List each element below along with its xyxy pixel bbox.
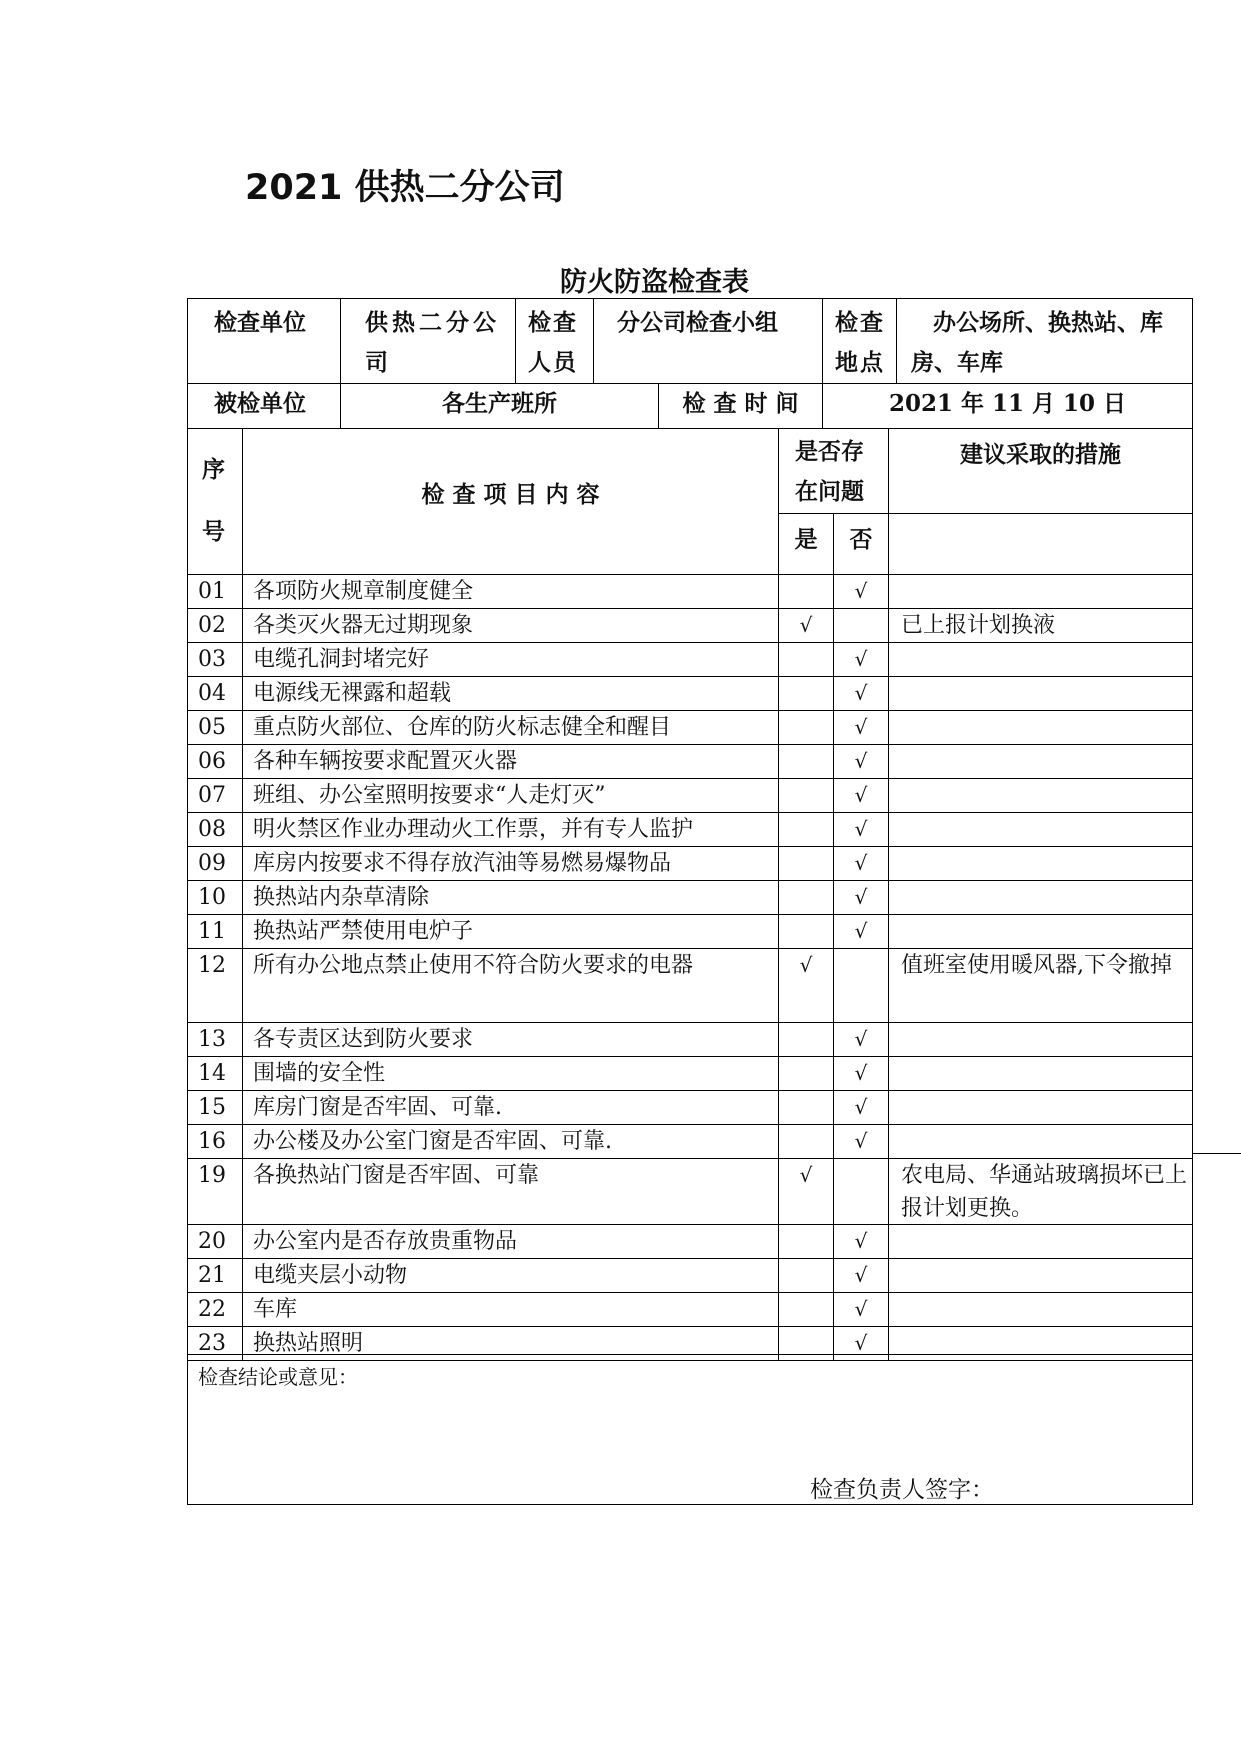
cell-nomark: √ [833, 574, 889, 609]
cell-item: 电缆夹层小动物 [242, 1258, 779, 1293]
cell-item: 电缆孔洞封堵完好 [242, 642, 779, 677]
cell-nomark: √ [833, 1056, 889, 1091]
cell-no: 20 [187, 1224, 243, 1259]
cell-no: 06 [187, 744, 243, 779]
cell-yes [778, 914, 834, 949]
header-unit-label: 检查单位 [187, 298, 341, 384]
cell-no: 22 [187, 1292, 243, 1327]
cell-no: 09 [187, 846, 243, 881]
cell-yes [778, 846, 834, 881]
cell-yes [778, 1090, 834, 1125]
cell-item: 围墙的安全性 [242, 1056, 779, 1091]
cell-item: 各类灭火器无过期现象 [242, 608, 779, 643]
cell-yes [778, 642, 834, 677]
cell-item: 电源线无裸露和超载 [242, 676, 779, 711]
column-seq: 序号 [187, 428, 243, 575]
cell-no: 12 [187, 948, 243, 1023]
cell-nomark: √ [833, 812, 889, 847]
stray-line [1192, 1153, 1241, 1154]
cell-nomark: √ [833, 710, 889, 745]
header-time-value: 2021 年 11 月 10 日 [822, 383, 1193, 429]
column-measure-sub [888, 513, 1193, 575]
signature-label: 检查负责人签字： [810, 1477, 994, 1503]
cell-measure [888, 744, 1193, 779]
cell-item: 办公室内是否存放贵重物品 [242, 1224, 779, 1259]
cell-item: 各种车辆按要求配置灭火器 [242, 744, 779, 779]
cell-nomark: √ [833, 846, 889, 881]
cell-no: 02 [187, 608, 243, 643]
cell-yes [778, 1124, 834, 1159]
cell-yes [778, 710, 834, 745]
cell-item: 各换热站门窗是否牢固、可靠 [242, 1158, 779, 1225]
cell-measure [888, 1292, 1193, 1327]
cell-item: 班组、办公室照明按要求“人走灯灭” [242, 778, 779, 813]
cell-item: 各项防火规章制度健全 [242, 574, 779, 609]
cell-yes [778, 1224, 834, 1259]
cell-nomark: √ [833, 642, 889, 677]
cell-no: 07 [187, 778, 243, 813]
cell-no: 13 [187, 1022, 243, 1057]
cell-no: 05 [187, 710, 243, 745]
cell-nomark: √ [833, 778, 889, 813]
cell-measure [888, 1124, 1193, 1159]
header-inspector-label: 检查人员 [515, 298, 594, 384]
cell-measure [888, 1022, 1193, 1057]
cell-no: 04 [187, 676, 243, 711]
cell-yes [778, 1292, 834, 1327]
cell-nomark: √ [833, 914, 889, 949]
conclusion-box [187, 1354, 1193, 1505]
cell-nomark: √ [833, 1090, 889, 1125]
cell-no: 21 [187, 1258, 243, 1293]
header-time-label: 检 查 时 间 [658, 383, 823, 429]
cell-nomark: √ [833, 1258, 889, 1293]
column-measure: 建议采取的措施 [888, 428, 1193, 514]
header-inspector-value: 分公司检查小组 [593, 298, 823, 384]
cell-measure: 农电局、华通站玻璃损坏已上报计划更换。 [888, 1158, 1193, 1225]
cell-measure [888, 1056, 1193, 1091]
cell-measure [888, 880, 1193, 915]
cell-measure [888, 710, 1193, 745]
cell-nomark [833, 608, 889, 643]
document-title: 防火防盗检查表 [560, 267, 749, 298]
cell-nomark: √ [833, 1292, 889, 1327]
cell-measure [888, 846, 1193, 881]
header-inspected-value: 各生产班所 [340, 383, 659, 429]
cell-yes: √ [778, 608, 834, 643]
cell-nomark [833, 948, 889, 1023]
cell-no: 16 [187, 1124, 243, 1159]
header-unit-value: 供热二分公司 [340, 298, 516, 384]
cell-yes [778, 676, 834, 711]
cell-nomark [833, 1158, 889, 1225]
cell-no: 15 [187, 1090, 243, 1125]
cell-item: 各专责区达到防火要求 [242, 1022, 779, 1057]
conclusion-label: 检查结论或意见： [198, 1365, 358, 1389]
cell-yes: √ [778, 948, 834, 1023]
cell-item: 重点防火部位、仓库的防火标志健全和醒目 [242, 710, 779, 745]
cell-no: 14 [187, 1056, 243, 1091]
cell-measure: 值班室使用暖风器,下令撤掉 [888, 948, 1193, 1023]
cell-nomark: √ [833, 744, 889, 779]
cell-item: 换热站照明 [242, 1326, 779, 1361]
cell-yes [778, 744, 834, 779]
header-inspected-label: 被检单位 [187, 383, 341, 429]
cell-measure [888, 1224, 1193, 1259]
cell-nomark: √ [833, 1224, 889, 1259]
cell-measure [888, 812, 1193, 847]
cell-measure [888, 676, 1193, 711]
cell-measure [888, 1090, 1193, 1125]
cell-no: 08 [187, 812, 243, 847]
cell-measure [888, 914, 1193, 949]
column-no: 否 [833, 513, 889, 575]
cell-nomark: √ [833, 1022, 889, 1057]
cell-yes [778, 1258, 834, 1293]
cell-nomark: √ [833, 1326, 889, 1361]
cell-yes [778, 880, 834, 915]
company-name: 2021 供热二分公司 [245, 168, 565, 208]
cell-no: 19 [187, 1158, 243, 1225]
cell-item: 所有办公地点禁止使用不符合防火要求的电器 [242, 948, 779, 1023]
cell-nomark: √ [833, 676, 889, 711]
cell-nomark: √ [833, 1124, 889, 1159]
cell-yes [778, 1022, 834, 1057]
cell-nomark: √ [833, 880, 889, 915]
cell-no: 01 [187, 574, 243, 609]
cell-yes [778, 812, 834, 847]
cell-no: 11 [187, 914, 243, 949]
cell-measure [888, 1258, 1193, 1293]
header-location-label: 检查地点 [822, 298, 897, 384]
column-yes: 是 [778, 513, 834, 575]
column-content: 检 查 项 目 内 容 [242, 428, 779, 575]
cell-yes: √ [778, 1158, 834, 1225]
cell-item: 明火禁区作业办理动火工作票，并有专人监护 [242, 812, 779, 847]
cell-measure [888, 778, 1193, 813]
cell-measure [888, 574, 1193, 609]
cell-no: 23 [187, 1326, 243, 1361]
cell-measure: 已上报计划换液 [888, 608, 1193, 643]
cell-item: 办公楼及办公室门窗是否牢固、可靠. [242, 1124, 779, 1159]
cell-item: 库房内按要求不得存放汽油等易燃易爆物品 [242, 846, 779, 881]
cell-item: 车库 [242, 1292, 779, 1327]
cell-item: 换热站严禁使用电炉子 [242, 914, 779, 949]
cell-measure [888, 642, 1193, 677]
cell-yes [778, 1056, 834, 1091]
cell-no: 03 [187, 642, 243, 677]
cell-yes [778, 778, 834, 813]
header-location-value: 办公场所、换热站、库房、车库 [896, 298, 1193, 384]
cell-no: 10 [187, 880, 243, 915]
cell-item: 库房门窗是否牢固、可靠. [242, 1090, 779, 1125]
column-problem: 是否存在问题 [778, 428, 889, 514]
cell-yes [778, 574, 834, 609]
cell-item: 换热站内杂草清除 [242, 880, 779, 915]
